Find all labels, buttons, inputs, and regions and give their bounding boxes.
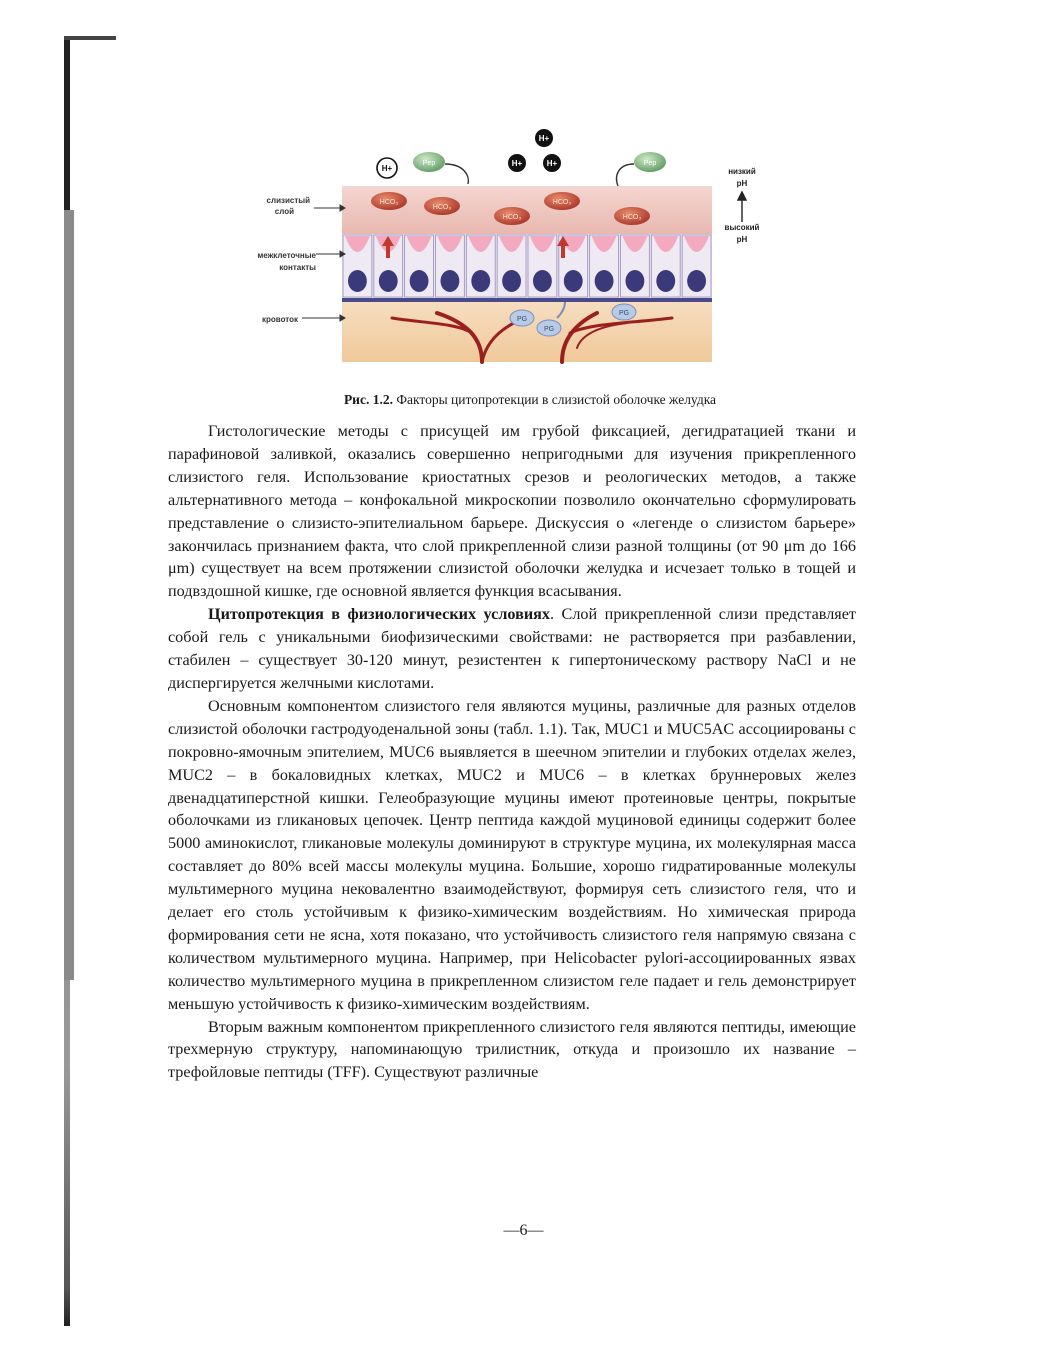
cell-nucleus (410, 270, 429, 292)
cell-nucleus (348, 270, 367, 292)
paragraph-1: Гистологические методы с присущей им грубой фиксацией, дегидратацией ткани и парафиновой заливкой, оказались совершенно непригодными для изучения прикрепленного слизистого геля. Использование криостатных срезов и реологических методов, а также альтернативного метода – конфокальной микроскопии позволило окончательно сформулировать представление о слизисто-эпителиальном барьере. Дискуссия о «легенде о слизистом барьере» закончилась признанием факта, что слой прикрепленной слизи разной толщины (от 90 μm до 166 μm) существует на всем протяжении слизистой оболочки желудка и исчезает только в тощей и подвздошной кишке, где основной является функция всасывания. (168, 422, 856, 601)
label-mucus-layer-2: слой (274, 207, 294, 216)
paragraph-2-text: . Слой прикрепленной слизи представляет собой гель с уникальными биофизическими свойствами: не растворяется при разбавлении, стабилен – существует 30-120 минут, резистентен к гипертоническому раствору NaCl и не диспергируется желчными кислотами. (168, 605, 856, 692)
pg-label-2: PG (543, 326, 555, 333)
h-ion-label-1: H+ (381, 164, 393, 173)
label-blood-flow: кровоток (262, 315, 298, 324)
paragraph-2 (168, 603, 856, 695)
pg-label-3: PG (618, 310, 630, 317)
ph-gradient-arrow (738, 192, 746, 222)
scan-shadow-band (64, 210, 74, 980)
cytoprotection-figure (232, 118, 792, 388)
cell-nucleus (564, 270, 583, 292)
basement-membrane (342, 298, 712, 302)
cytoprotection-diagram (232, 118, 792, 388)
cell-nucleus (379, 270, 398, 292)
cell-nucleus (502, 270, 521, 292)
paragraph-4: Вторым важным компонентом прикрепленного слизистого геля являются пептиды, имеющие трехмерную структуру, напоминающую трилистник, откуда и произошло их название – трефойловые пептиды (TFF). Существуют различные (168, 1017, 856, 1082)
cell-nucleus (441, 270, 460, 292)
figure-caption (150, 392, 910, 408)
figure-caption-prefix: Рис. 1.2. (343, 392, 393, 407)
scan-shadow-top (64, 36, 116, 40)
label-junctions-2: контакты (279, 263, 316, 272)
cell-nucleus (595, 270, 614, 292)
paragraph-3: Основным компонентом слизистого геля являются муцины, различные для разных отделов слизистой оболочки гастродуоденальной зоны (табл. 1.1). Так, MUC1 и MUC5AC ассоциированы с покровно-ямочным эпителием, MUC6 выявляется в шеечном эпителии и глубоких отделах желез, MUC2 – в бокаловидных клетках, MUC2 и MUC6 – в клетках бруннеровых желез двенадцатиперстной кишки. Гелеобразующие муцины имеют протеиновые центры, покрытые оболочками из гликановых цепочек. Центр пептида каждой муциновой единицы содержит более 5000 аминокислот, гликановые молекулы доминируют в структуре муцина, их молекулярная масса составляет до 80% всей массы молекулы муцина. Большие, хорошо гидратированные молекулы мультимерного муцина нековалентно взаимодействуют, формируя сеть слизистого геля, что и делает его столь устойчивым к физико-химическим воздействиям. Но химическая природа формирования сети не ясна, хотя показано, что устойчивость слизистого геля напрямую связана с количеством мультимерного муцина. Например, при Helicobacter pylori-ассоциированных язвах количество мультимерного муцина в прикрепленном слизистом геле падает и гель демонстрирует меньшую устойчивость к физико-химическим воздействиям. (168, 696, 856, 1013)
label-junctions-1: межклеточные (257, 251, 316, 260)
label-high-ph-2: pH (736, 235, 748, 244)
h-ion-label-4: H+ (546, 159, 558, 168)
body-text (168, 420, 856, 1084)
pep-label-1: Pep (422, 160, 436, 167)
paragraph-2-heading: Цитопротекция в физиологических условиях (208, 605, 551, 624)
pep-label-2: Pep (643, 160, 657, 167)
h-ion-label-2: H+ (511, 159, 523, 168)
label-low-ph-2: pH (736, 179, 748, 188)
hco3-label-4: HCO₃ (552, 199, 572, 206)
curved-arrows (445, 164, 634, 186)
label-mucus-layer-1: слизистый (266, 196, 310, 205)
cell-nucleus (626, 270, 645, 292)
cell-nucleus (687, 270, 706, 292)
hco3-label-2: HCO₃ (432, 204, 452, 211)
pepsin-molecules (413, 152, 666, 172)
pg-label-1: PG (516, 316, 528, 323)
figure-caption-text: Факторы цитопротекции в слизистой оболочке желудка (392, 392, 717, 407)
hco3-label-3: HCO₃ (502, 214, 522, 221)
page-number: —6— (503, 1222, 544, 1239)
hydrogen-ions (377, 129, 561, 178)
cell-nucleus (471, 270, 490, 292)
h-ion-label-3: H+ (538, 134, 550, 143)
hco3-label-5: HCO₃ (622, 214, 642, 221)
hco3-label-1: HCO₃ (379, 199, 399, 206)
cell-nucleus (533, 270, 552, 292)
label-low-ph-1: низкий (728, 167, 756, 176)
cell-nucleus (656, 270, 675, 292)
label-high-ph-1: высокий (724, 223, 760, 232)
